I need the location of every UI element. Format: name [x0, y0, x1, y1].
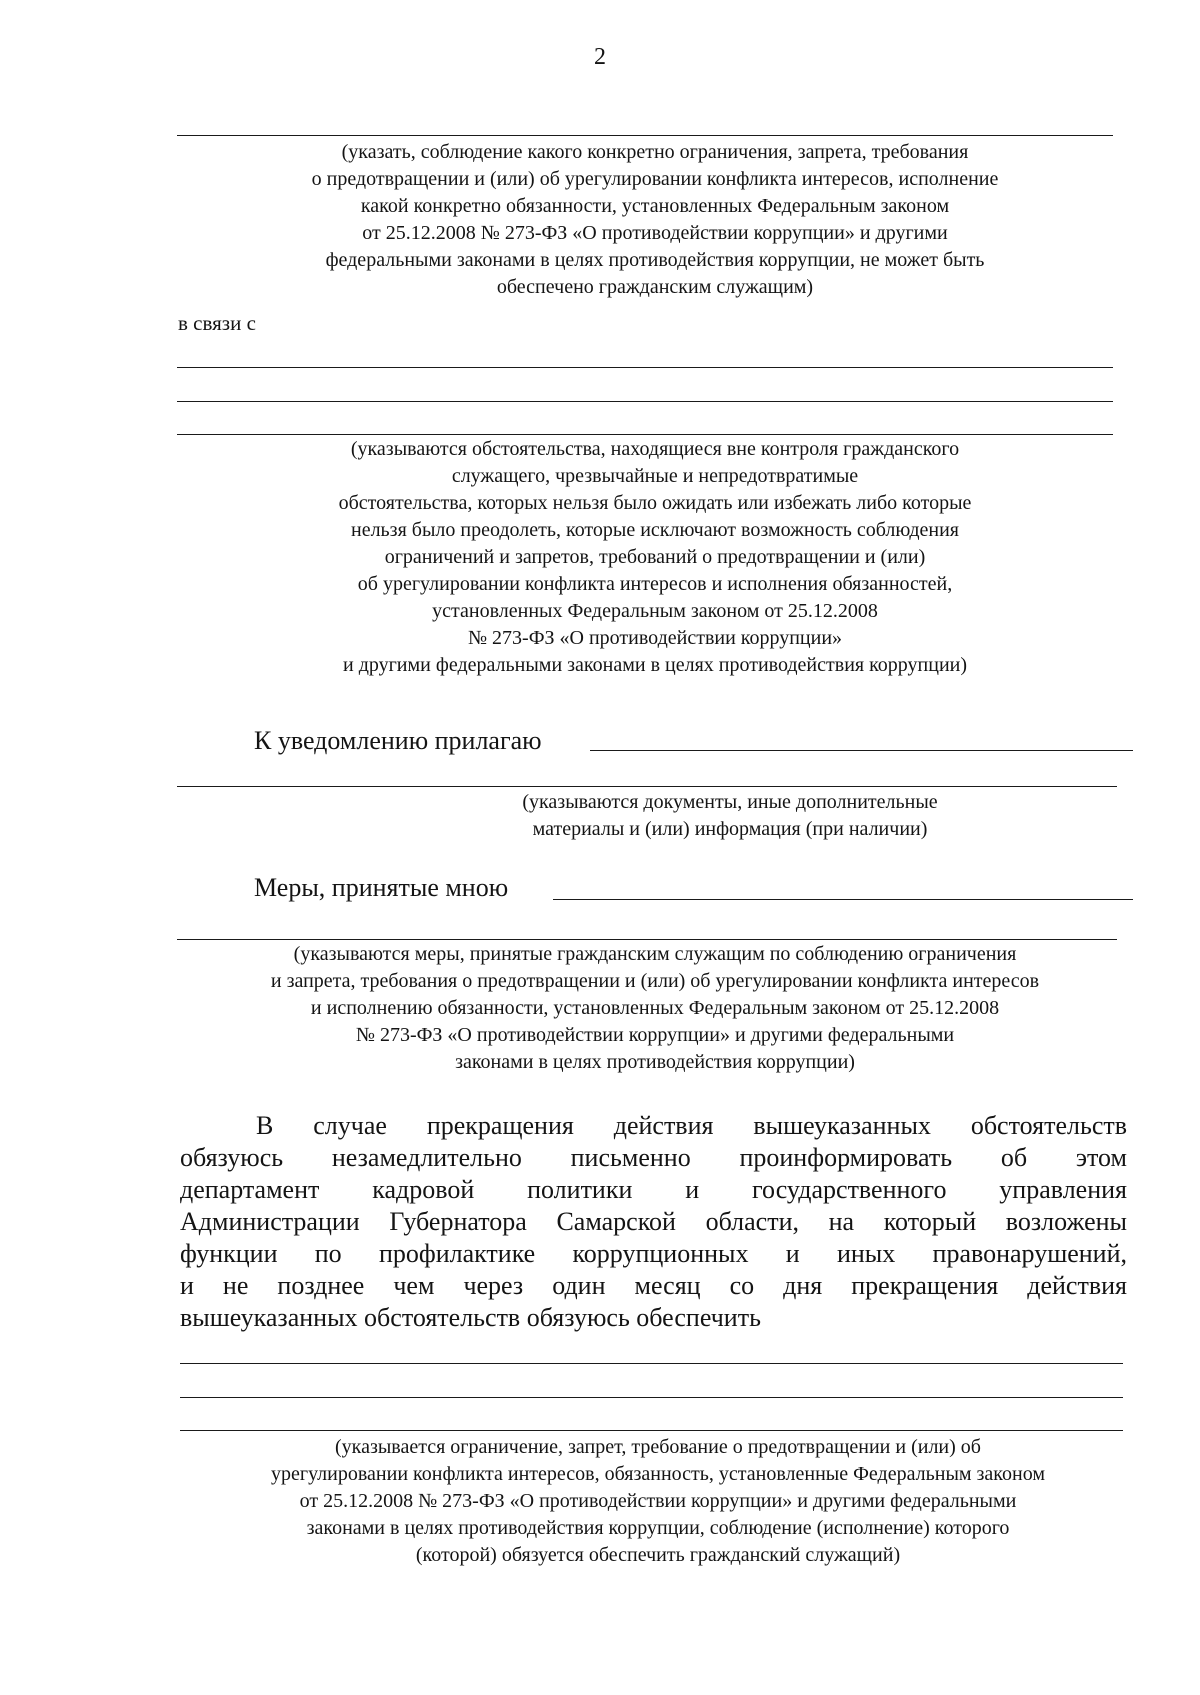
obligation-paragraph — [180, 1110, 1127, 1334]
measures-label: Меры, принятые мною — [254, 873, 509, 902]
blank-line — [177, 401, 1113, 402]
note-line: о предотвращении и (или) об урегулировании конфликта интересов, исполнение — [311, 168, 999, 190]
page-number: 2 — [594, 44, 606, 70]
paragraph-line: Администрации Губернатора Самарской области, на который возложены — [180, 1207, 1127, 1236]
blank-line — [177, 367, 1113, 368]
note-line: (указать, соблюдение какого конкретно ограничения, запрета, требования — [341, 141, 969, 163]
note-line: (указываются обстоятельства, находящиеся вне контроля гражданского — [350, 438, 960, 460]
note-line: законами в целях противодействия коррупции, соблюдение (исполнение) которого — [306, 1517, 1010, 1539]
note-line: обеспечено гражданским служащим) — [496, 276, 814, 298]
attachments-blank-line — [590, 750, 1133, 751]
paragraph-line: функции по профилактике коррупционных и иных правонарушений, — [180, 1239, 1127, 1268]
note-line: установленных Федеральным законом от 25.12.2008 — [432, 600, 878, 622]
note-line: № 273-ФЗ «О противодействии коррупции» и другими федеральными — [355, 1024, 955, 1046]
blank-line — [177, 786, 1117, 787]
measures-blank-line — [553, 899, 1133, 900]
note-obligation-hint — [178, 1434, 1138, 1569]
in-connection-label: в связи с — [178, 311, 256, 335]
note-circumstances-hint — [175, 436, 1135, 679]
note-line: нельзя было преодолеть, которые исключают возможность соблюдения — [350, 519, 959, 541]
note-line: федеральными законами в целях противодействия коррупции, не может быть — [325, 249, 985, 271]
paragraph-line: департамент кадровой политики и государственного управления — [180, 1175, 1127, 1204]
note-line: (которой) обязуется обеспечить гражданский служащий) — [415, 1544, 901, 1566]
note-line: и исполнению обязанности, установленных Федеральным законом от 25.12.2008 — [310, 997, 1000, 1019]
note-line: обстоятельства, которых нельзя было ожидать или избежать либо которые — [338, 492, 972, 514]
paragraph-line: и не позднее чем через один месяц со дня прекращения действия — [180, 1271, 1127, 1300]
blank-line — [177, 135, 1113, 136]
blank-line — [180, 1430, 1123, 1431]
note-line: об урегулировании конфликта интересов и исполнения обязанностей, — [357, 573, 953, 595]
note-restriction-hint — [175, 139, 1135, 301]
note-line: какой конкретно обязанности, установленных Федеральным законом — [360, 195, 950, 217]
note-attachments-hint — [330, 789, 1130, 843]
attachments-label: К уведомлению прилагаю — [254, 726, 542, 755]
paragraph-line: вышеуказанных обстоятельств обязуюсь обеспечить — [180, 1303, 761, 1332]
note-line: и другими федеральными законами в целях противодействия коррупции) — [342, 654, 968, 676]
blank-line — [180, 1363, 1123, 1364]
note-line: служащего, чрезвычайные и непредотвратимые — [451, 465, 859, 487]
note-line: и запрета, требования о предотвращении и (или) об урегулировании конфликта интересов — [270, 970, 1040, 992]
note-line: урегулировании конфликта интересов, обязанность, установленные Федеральным законом — [270, 1463, 1045, 1485]
note-measures-hint — [175, 941, 1135, 1076]
note-line: от 25.12.2008 № 273-ФЗ «О противодействии коррупции» и другими федеральными — [299, 1490, 1017, 1512]
blank-line — [177, 434, 1113, 435]
blank-line — [180, 1397, 1123, 1398]
note-line: № 273-ФЗ «О противодействии коррупции» — [467, 627, 843, 649]
note-line: (указывается ограничение, запрет, требование о предотвращении и (или) об — [335, 1436, 981, 1458]
paragraph-line: обязуюсь незамедлительно письменно проинформировать об этом — [180, 1143, 1127, 1172]
note-line: (указываются документы, иные дополнительные — [522, 791, 938, 813]
note-line: законами в целях противодействия коррупции) — [455, 1051, 855, 1073]
blank-line — [177, 939, 1117, 940]
paragraph-line: В случае прекращения действия вышеуказанных обстоятельств — [256, 1111, 1127, 1140]
note-line: (указываются меры, принятые гражданским служащим по соблюдению ограничения — [293, 943, 1017, 965]
note-line: материалы и (или) информация (при наличии) — [532, 818, 928, 840]
note-line: от 25.12.2008 № 273-ФЗ «О противодействии коррупции» и другими — [362, 222, 948, 244]
note-line: ограничений и запретов, требований о предотвращении и (или) — [384, 546, 926, 568]
